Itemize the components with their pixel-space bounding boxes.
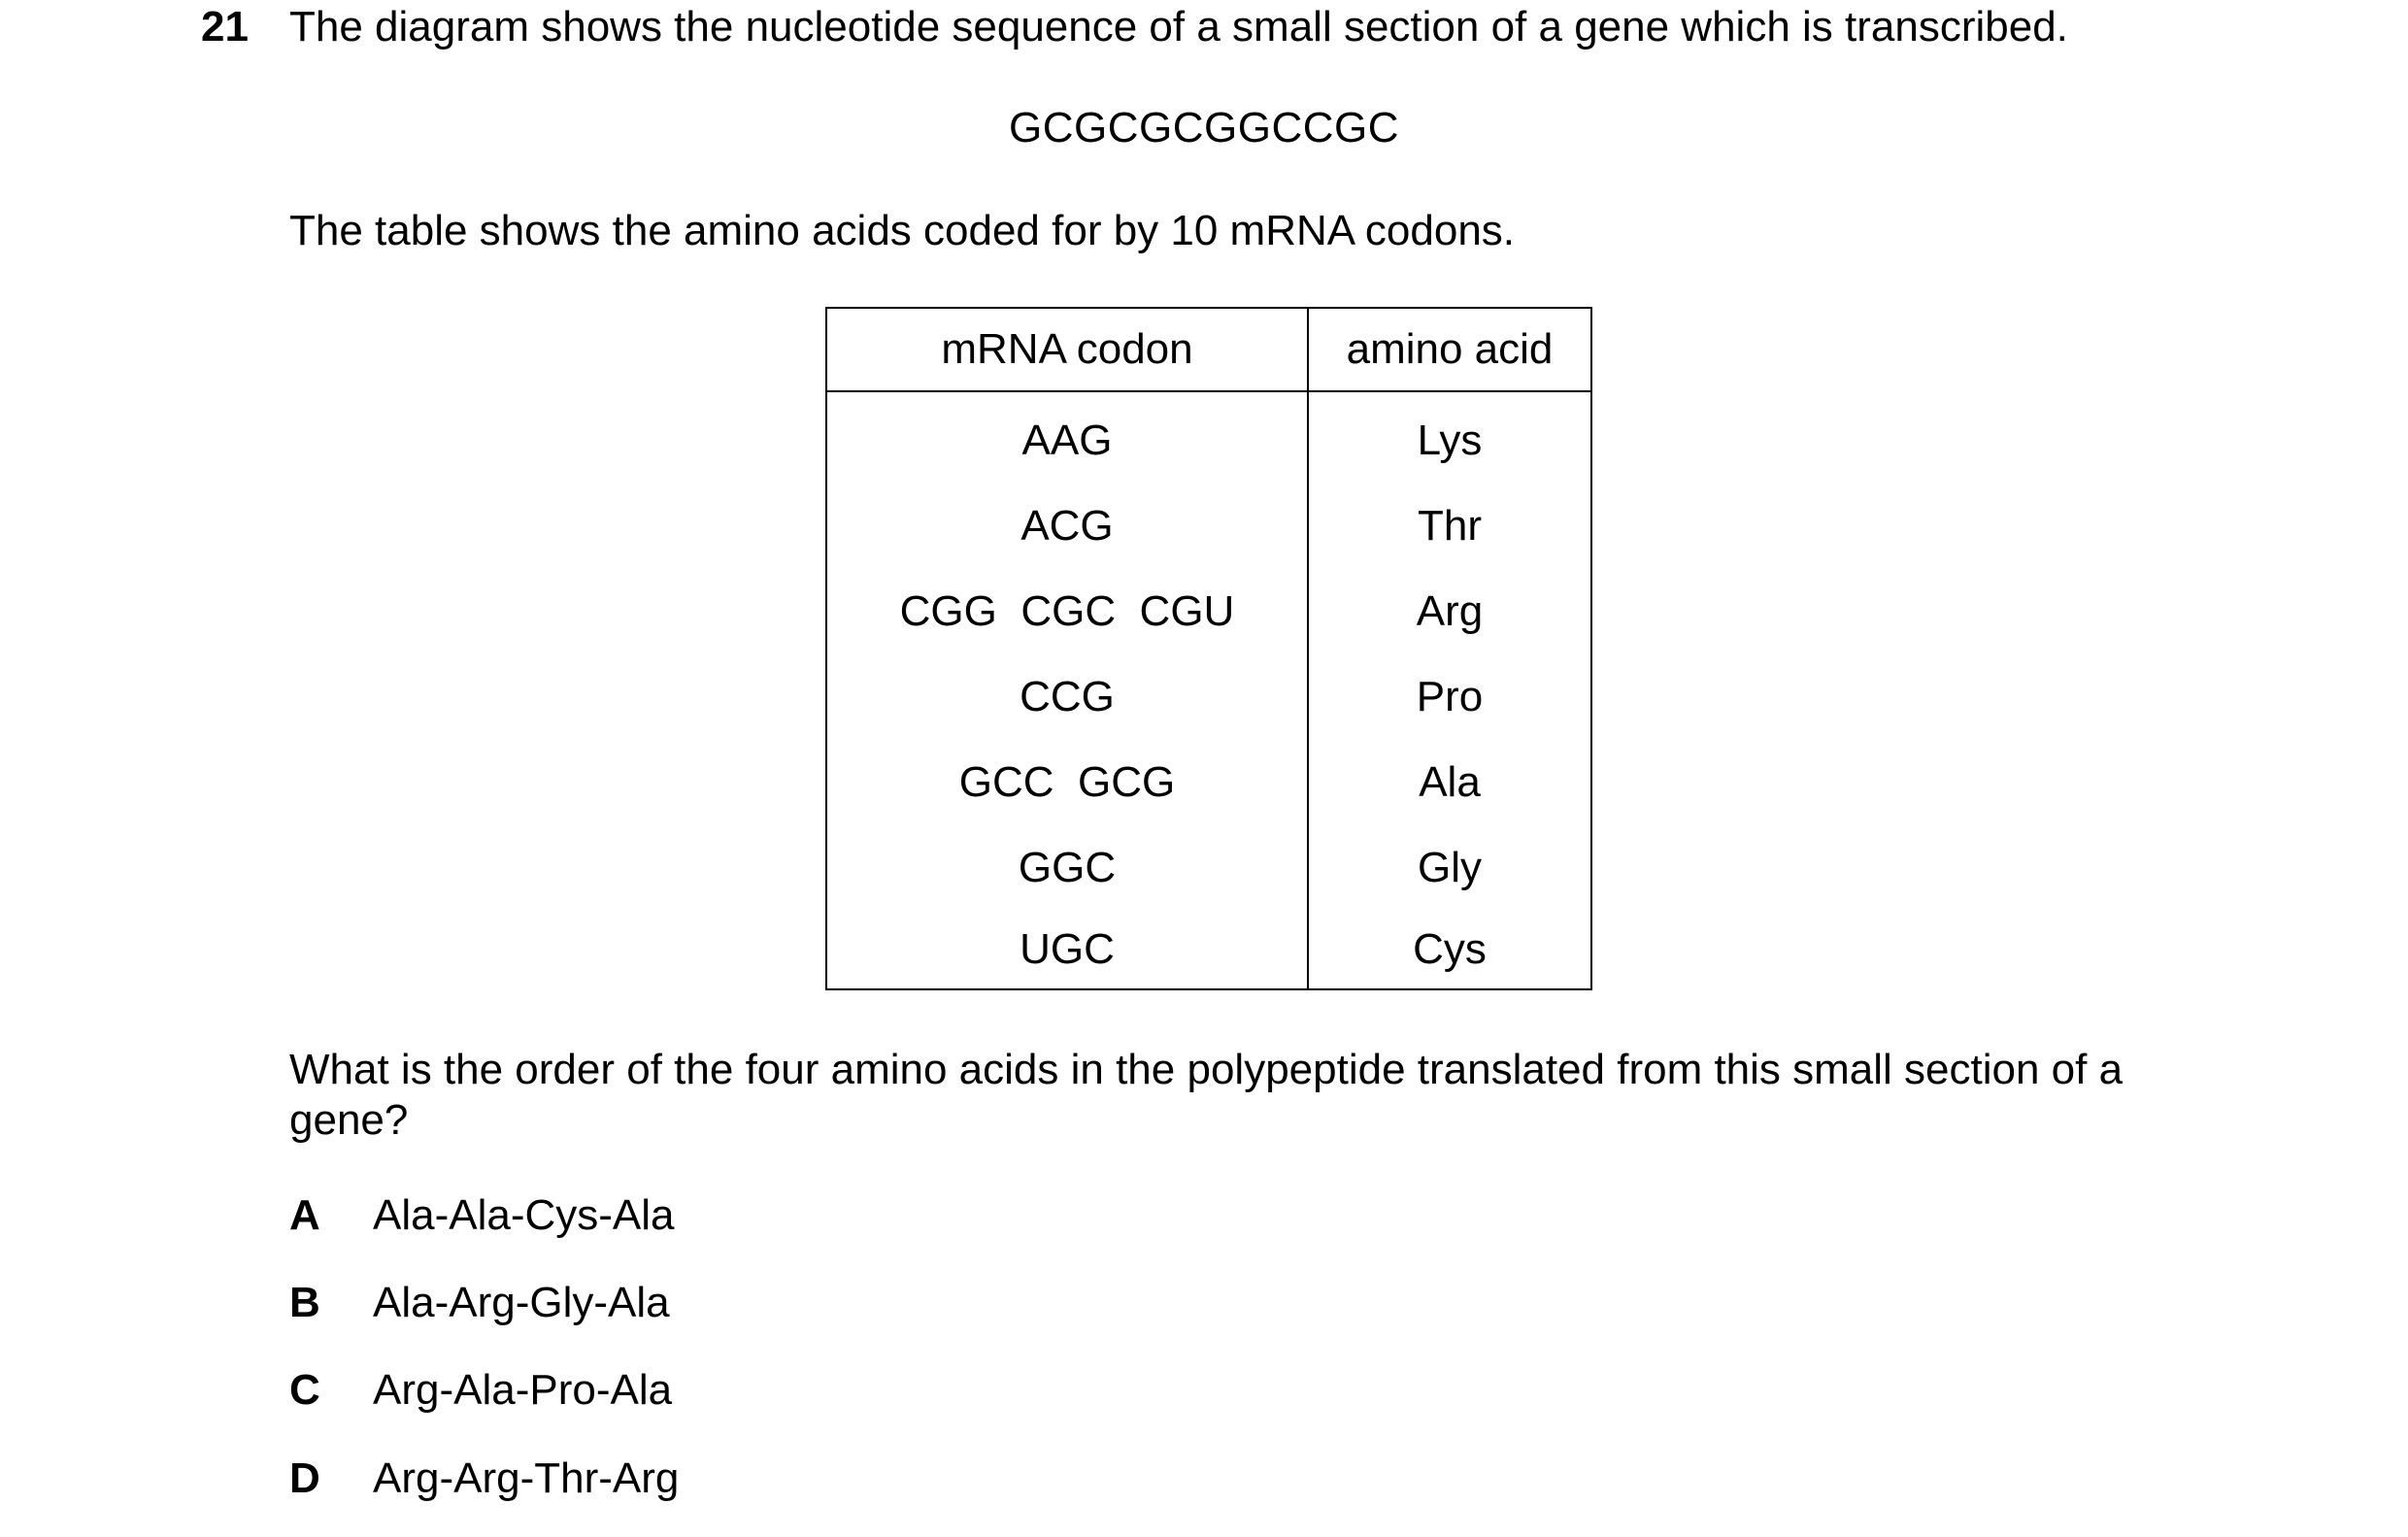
amino-acid-cell: Arg (1308, 569, 1591, 654)
table-row (826, 740, 1591, 825)
option-b[interactable] (289, 1278, 670, 1328)
nucleotide-sequence: GCGCGCGGCCGC (1009, 104, 1399, 151)
option-text: Arg-Arg-Thr-Arg (373, 1454, 680, 1502)
codon-cell: CCG (826, 654, 1308, 740)
table-row (826, 654, 1591, 740)
amino-acid-cell: Gly (1308, 825, 1591, 911)
table-header-row (826, 308, 1591, 391)
codon-table-container (825, 307, 1592, 990)
codon-cell: CGG CGC CGU (826, 569, 1308, 654)
table-row (826, 825, 1591, 911)
codon-cell: GCC GCG (826, 740, 1308, 825)
codon-cell: UGC (826, 911, 1308, 989)
amino-acid-cell: Ala (1308, 740, 1591, 825)
table-intro: The table shows the amino acids coded for by 10 mRNA codons. (289, 207, 1516, 254)
codon-cell: ACG (826, 484, 1308, 569)
option-text: Ala-Arg-Gly-Ala (373, 1279, 670, 1326)
option-letter: A (289, 1191, 320, 1239)
question-prompt: What is the order of the four amino acids in the polypeptide translated from this small section of a gene? (289, 1046, 2124, 1144)
header-mrna-codon: mRNA codon (826, 308, 1308, 391)
codon-cell: AAG (826, 391, 1308, 484)
option-letter: D (289, 1454, 320, 1502)
option-letter: B (289, 1279, 320, 1326)
option-c[interactable] (289, 1365, 672, 1416)
option-a[interactable] (289, 1190, 675, 1241)
option-text: Ala-Ala-Cys-Ala (373, 1191, 675, 1239)
option-letter: C (289, 1366, 320, 1414)
header-amino-acid: amino acid (1308, 308, 1591, 391)
amino-acid-cell: Thr (1308, 484, 1591, 569)
amino-acid-cell: Pro (1308, 654, 1591, 740)
codon-cell: GGC (826, 825, 1308, 911)
table-row (826, 484, 1591, 569)
table-row (826, 391, 1591, 484)
table-row (826, 911, 1591, 989)
codon-table (825, 307, 1592, 990)
question-stem: The diagram shows the nucleotide sequence of a small section of a gene which is transcribed. (289, 3, 2068, 50)
amino-acid-cell: Cys (1308, 911, 1591, 989)
amino-acid-cell: Lys (1308, 391, 1591, 484)
table-row (826, 569, 1591, 654)
question-number: 21 (201, 3, 249, 50)
option-d[interactable] (289, 1453, 679, 1504)
option-text: Arg-Ala-Pro-Ala (373, 1366, 673, 1414)
